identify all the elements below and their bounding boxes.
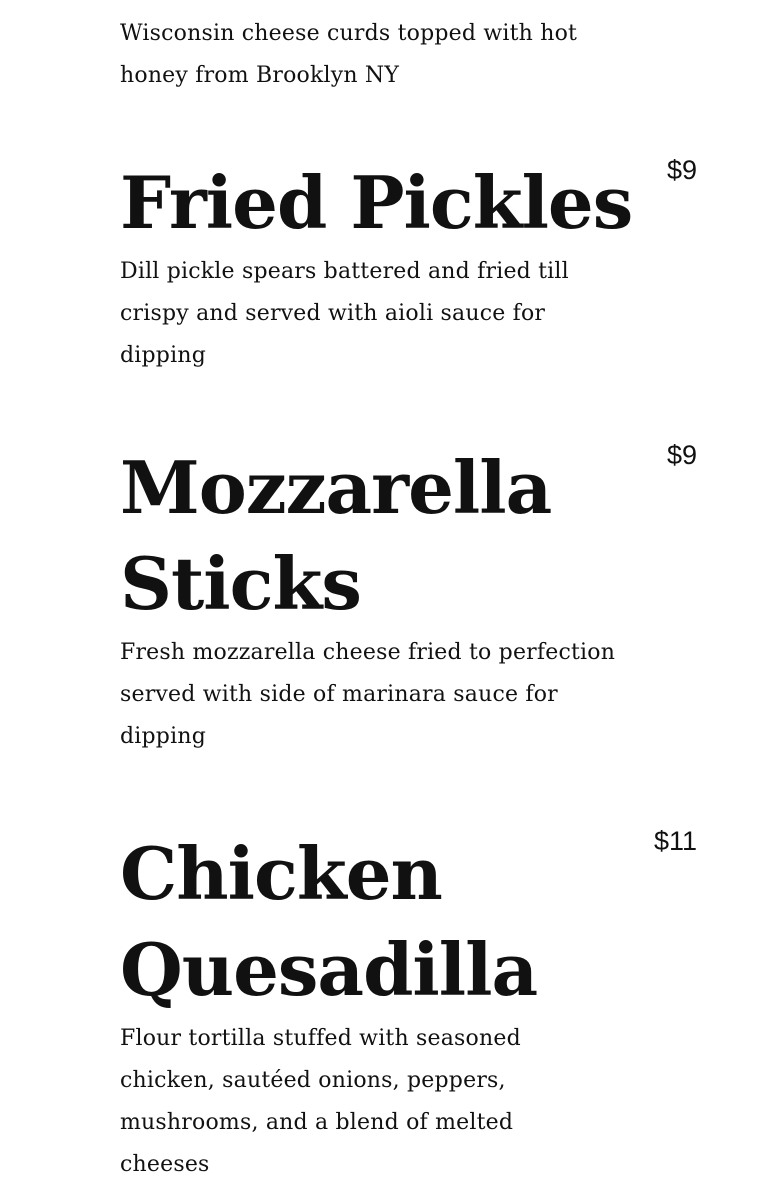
item-description: Dill pickle spears battered and fried till crispy and served with aioli sauce for dipping <box>120 259 569 368</box>
menu-item-chicken-quesadilla <box>120 826 700 1186</box>
cheese-curds-description: Wisconsin cheese curds topped with hot honey from Brooklyn NY <box>120 21 578 88</box>
item-name: Mozzarella Sticks <box>120 445 552 626</box>
item-price: $11 <box>653 826 697 856</box>
menu-item-fried-pickles <box>120 155 700 377</box>
menu-item-mozzarella-sticks <box>120 440 700 758</box>
item-description: Flour tortilla stuffed with seasoned chicken, sautéed onions, peppers, mushrooms, and a blend of melted cheeses <box>120 1026 521 1177</box>
item-name: Fried Pickles <box>120 160 633 245</box>
item-price: $9 <box>666 155 697 185</box>
item-price: $9 <box>666 440 697 470</box>
item-name: Chicken Quesadilla <box>120 831 538 1012</box>
item-description: Fresh mozzarella cheese fried to perfection served with side of marinara sauce for dipping <box>120 640 616 749</box>
